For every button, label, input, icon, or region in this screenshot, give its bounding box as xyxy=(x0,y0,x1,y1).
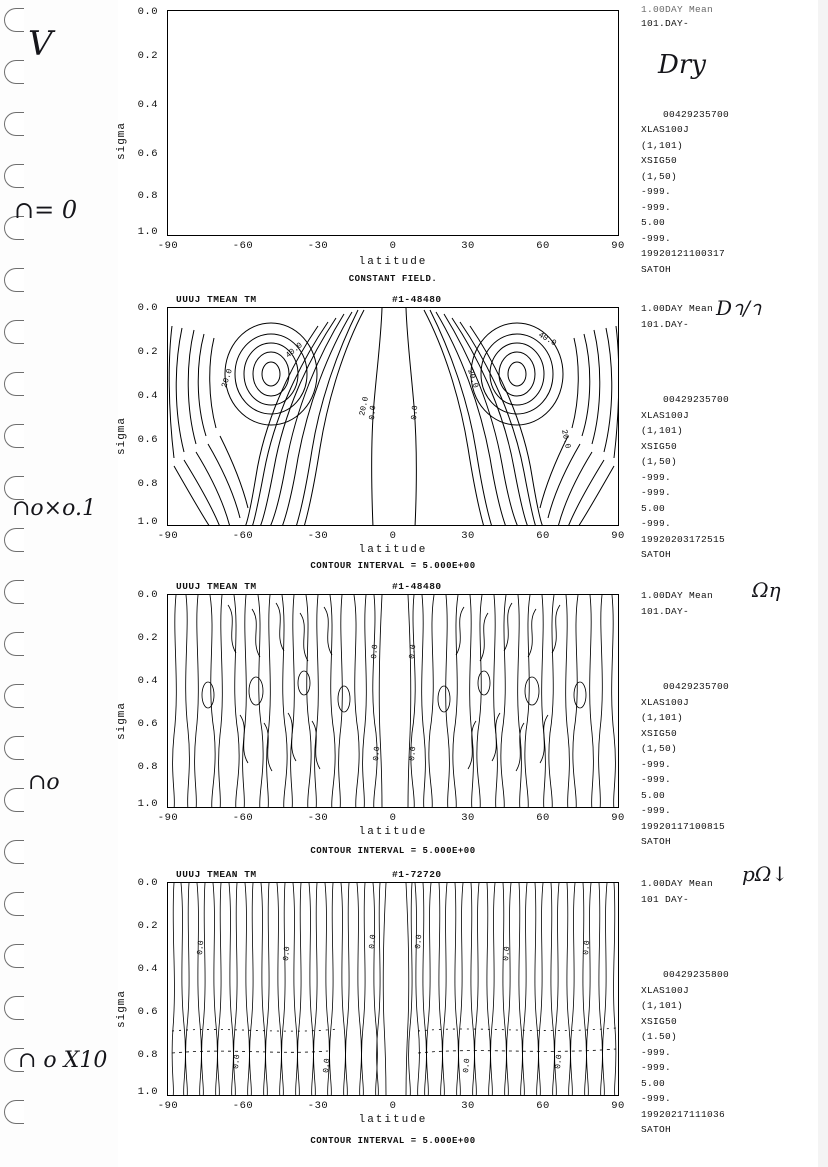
svg-text:0.0: 0.0 xyxy=(462,1058,473,1074)
handwriting-omega-x10: ∩ o X10 xyxy=(18,1048,108,1073)
panel-1-side-top-cut: 1.00DAY Mean xyxy=(641,4,714,15)
handwriting-panel2-note: Dา/า xyxy=(716,296,762,320)
panel-1-side-11: -999. xyxy=(641,201,672,213)
panel-4-ytick-3: 0.6 xyxy=(137,1006,158,1018)
panel-1-ytick-3: 0.6 xyxy=(137,148,158,160)
panel-4-ytick-2: 0.4 xyxy=(137,963,158,975)
svg-text:20.0: 20.0 xyxy=(465,368,480,390)
panel-2-side-5: 00429235700 xyxy=(663,394,730,405)
panel-2-side-7: (1,101) xyxy=(641,425,684,436)
panel-1-side-info xyxy=(641,16,729,277)
svg-text:20.0: 20.0 xyxy=(220,367,235,389)
page-right-margin xyxy=(818,0,828,1167)
panel-2-ytick-4: 0.8 xyxy=(137,478,158,490)
svg-text:0.0: 0.0 xyxy=(370,644,381,660)
panel-2-xtick-0: -90 xyxy=(157,530,179,542)
panel-4-xlabel: latitude xyxy=(358,1114,428,1126)
panel-1-xtick-3: 0 xyxy=(389,240,397,252)
panel-3-ytick-3: 0.6 xyxy=(137,718,158,730)
panel-1-side-14: 19920121100317 xyxy=(641,248,726,259)
svg-text:40.0: 40.0 xyxy=(284,341,305,361)
panel-3-plot-area[interactable] xyxy=(167,594,619,808)
panel-4-xtick-6: 90 xyxy=(611,1100,625,1112)
panel-4-ytick-5: 1.0 xyxy=(137,1086,158,1098)
panel-4-ytick-4: 0.8 xyxy=(137,1049,158,1061)
panel-4-side-0: 1.00DAY Mean xyxy=(641,878,714,889)
panel-4-header-right: #1-72720 xyxy=(392,869,442,880)
panel-4-ytick-0: 0.0 xyxy=(137,877,158,889)
panel-2-xtick-1: -60 xyxy=(232,530,254,542)
panel-3-ytick-1: 0.2 xyxy=(137,632,158,644)
panel-1-ytick-5: 1.0 xyxy=(137,226,158,238)
panel-1-side-13: -999. xyxy=(641,232,672,244)
panel-2-side-10: -999. xyxy=(641,471,672,483)
panel-2-side-info xyxy=(641,301,729,563)
panel-4-xtick-1: -60 xyxy=(232,1100,254,1112)
panel-1-xtick-0: -90 xyxy=(157,240,179,252)
panel-3-header-right: #1-48480 xyxy=(392,581,442,592)
panel-3-ytick-2: 0.4 xyxy=(137,675,158,687)
panel-2-xtick-5: 60 xyxy=(536,530,550,542)
panel-1-xtick-6: 90 xyxy=(611,240,625,252)
panel-1-side-7: (1,101) xyxy=(641,139,684,151)
panel-2-side-14: 19920203172515 xyxy=(641,533,726,545)
panel-1-xtick-2: -30 xyxy=(307,240,329,252)
panel-3-header-left: UUUJ TMEAN TM xyxy=(176,581,257,592)
handwriting-omega-x01: ∩o×o.1 xyxy=(12,496,96,521)
panel-3-side-5: 00429235700 xyxy=(663,681,730,692)
panel-1-xtick-4: 30 xyxy=(461,240,475,252)
panel-2-xtick-3: 0 xyxy=(389,530,397,542)
panel-3-ytick-5: 1.0 xyxy=(137,798,158,810)
panel-2-ytick-5: 1.0 xyxy=(137,516,158,528)
panel-3-side-15: SATOH xyxy=(641,836,672,847)
panel-1-side-9: (1,50) xyxy=(641,170,678,182)
panel-2-ytick-1: 0.2 xyxy=(137,346,158,358)
svg-text:0.0: 0.0 xyxy=(582,940,593,956)
svg-text:0.0: 0.0 xyxy=(322,1058,333,1074)
svg-text:0.0: 0.0 xyxy=(368,934,379,950)
svg-text:0.0: 0.0 xyxy=(408,644,419,660)
panel-4-footer: CONTOUR INTERVAL = 5.000E+00 xyxy=(310,1136,476,1146)
svg-text:0.0: 0.0 xyxy=(408,746,419,762)
panel-3-side-info xyxy=(641,588,729,850)
panel-2-side-13: -999. xyxy=(641,518,672,529)
handwriting-panel3-note: Ωη xyxy=(752,578,781,602)
panel-1-ytick-4: 0.8 xyxy=(137,190,158,202)
panel-1-side-5: 00429235700 xyxy=(663,108,730,120)
panel-2-side-8: XSIG50 xyxy=(641,440,678,452)
handwriting-omega-zero-eq: ∩= 0 xyxy=(14,196,78,224)
panel-3-side-6: XLAS100J xyxy=(641,696,690,708)
panel-1-contour-svg xyxy=(168,11,619,236)
panel-1-side-15: SATOH xyxy=(641,263,672,275)
panel-2-xtick-2: -30 xyxy=(307,530,329,542)
svg-text:40.0: 40.0 xyxy=(536,330,558,349)
panel-2-side-15: SATOH xyxy=(641,549,672,560)
panel-2-header-left: UUUJ TMEAN TM xyxy=(176,294,257,305)
panel-4-side-1: 101 DAY- xyxy=(641,893,690,905)
panel-2-ylabel: sigma xyxy=(116,416,128,455)
panel-1-ytick-1: 0.2 xyxy=(137,50,158,62)
panel-2-plot-area[interactable] xyxy=(167,307,619,526)
panel-2-ytick-3: 0.6 xyxy=(137,434,158,446)
panel-1-plot-area[interactable] xyxy=(167,10,619,236)
panel-1-side-12: 5.00 xyxy=(641,217,666,228)
panel-3-xtick-4: 30 xyxy=(461,812,475,824)
panel-3-footer: CONTOUR INTERVAL = 5.000E+00 xyxy=(310,846,476,856)
panel-4-side-12: 5.00 xyxy=(641,1077,666,1089)
svg-text:0.0: 0.0 xyxy=(410,405,421,421)
panel-1-ytick-0: 0.0 xyxy=(137,6,158,18)
panel-2-header-right: #1-48480 xyxy=(392,294,442,305)
panel-1-side-1: 101.DAY- xyxy=(641,18,690,29)
panel-4-header-left: UUUJ TMEAN TM xyxy=(176,869,257,880)
panel-3-side-7: (1,101) xyxy=(641,712,684,723)
svg-text:0.0: 0.0 xyxy=(196,940,207,956)
panel-3-xtick-2: -30 xyxy=(307,812,329,824)
panel-3-side-8: XSIG50 xyxy=(641,727,678,739)
panel-3-side-0: 1.00DAY Mean xyxy=(641,590,714,601)
panel-4-side-11: -999. xyxy=(641,1062,672,1073)
panel-4-ylabel: sigma xyxy=(116,989,128,1028)
panel-3-xtick-0: -90 xyxy=(157,812,179,824)
svg-text:20.0: 20.0 xyxy=(358,395,371,417)
panel-3-side-13: -999. xyxy=(641,805,672,816)
panel-2-ytick-2: 0.4 xyxy=(137,390,158,402)
binder-holes xyxy=(0,0,40,1167)
handwriting-panel4-note: pΩ↓ xyxy=(742,862,789,886)
panel-3-xtick-3: 0 xyxy=(389,812,397,824)
panel-2-side-9: (1,50) xyxy=(641,456,678,467)
handwriting-omega-o: ∩o xyxy=(28,770,60,795)
panel-3-side-12: 5.00 xyxy=(641,789,666,801)
handwriting-v: V xyxy=(28,24,53,64)
panel-1-xtick-1: -60 xyxy=(232,240,254,252)
panel-4-side-8: XSIG50 xyxy=(641,1015,678,1027)
panel-3-ytick-0: 0.0 xyxy=(137,589,158,601)
panel-4-xtick-5: 60 xyxy=(536,1100,550,1112)
panel-3-side-1: 101.DAY- xyxy=(641,605,690,617)
panel-3-ytick-4: 0.8 xyxy=(137,761,158,773)
panel-4-side-5: 00429235800 xyxy=(663,969,730,980)
panel-1-xlabel: latitude xyxy=(358,256,428,268)
panel-4-xtick-3: 0 xyxy=(389,1100,397,1112)
svg-text:0.0: 0.0 xyxy=(368,405,379,421)
panel-2-ytick-0: 0.0 xyxy=(137,302,158,314)
svg-text:0.0: 0.0 xyxy=(554,1054,565,1070)
panel-4-ytick-1: 0.2 xyxy=(137,920,158,932)
panel-4-side-6: XLAS100J xyxy=(641,984,690,996)
panel-4-plot-area[interactable] xyxy=(167,882,619,1096)
panel-3-side-10: -999. xyxy=(641,758,672,770)
svg-text:0.0: 0.0 xyxy=(414,934,425,950)
panel-2-xtick-6: 90 xyxy=(611,530,625,542)
panel-4-side-info xyxy=(641,876,729,1138)
panel-2-xtick-4: 30 xyxy=(461,530,475,542)
handwriting-dry: Dry xyxy=(658,50,706,80)
panel-4-side-10: -999. xyxy=(641,1046,672,1058)
panel-2-xlabel: latitude xyxy=(358,544,428,556)
panel-3-xlabel: latitude xyxy=(358,826,428,838)
svg-text:0.0: 0.0 xyxy=(502,946,513,962)
svg-text:20.0: 20.0 xyxy=(559,428,572,450)
panel-4-side-15: SATOH xyxy=(641,1124,672,1135)
panel-4-side-9: (1.50) xyxy=(641,1031,678,1042)
panel-3-ylabel: sigma xyxy=(116,701,128,740)
panel-4-side-13: -999. xyxy=(641,1093,672,1104)
svg-text:0.0: 0.0 xyxy=(372,746,383,762)
panel-1-footer: CONSTANT FIELD. xyxy=(348,274,438,284)
panel-3-xtick-1: -60 xyxy=(232,812,254,824)
panel-3-xtick-6: 90 xyxy=(611,812,625,824)
panel-1-side-10: -999. xyxy=(641,186,672,197)
panel-4-xtick-0: -90 xyxy=(157,1100,179,1112)
panel-4-xtick-4: 30 xyxy=(461,1100,475,1112)
svg-text:0.0: 0.0 xyxy=(282,946,293,962)
panel-1-side-8: XSIG50 xyxy=(641,155,678,166)
panel-2-side-1: 101.DAY- xyxy=(641,318,690,330)
panel-4-xtick-2: -30 xyxy=(307,1100,329,1112)
panel-3-xtick-5: 60 xyxy=(536,812,550,824)
panel-3-side-14: 19920117100815 xyxy=(641,820,726,832)
panel-4-side-14: 19920217111036 xyxy=(641,1108,726,1120)
panel-4-contour-svg xyxy=(168,883,619,1096)
panel-2-side-0: 1.00DAY Mean xyxy=(641,303,714,314)
panel-2-contour-svg xyxy=(168,308,619,526)
panel-4-side-7: (1,101) xyxy=(641,1000,684,1011)
panel-3-side-9: (1,50) xyxy=(641,743,678,754)
panel-1-xtick-5: 60 xyxy=(536,240,550,252)
panel-2-side-6: XLAS100J xyxy=(641,409,690,421)
panel-1-side-6: XLAS100J xyxy=(641,124,690,135)
svg-text:0.0: 0.0 xyxy=(232,1054,243,1070)
panel-2-footer: CONTOUR INTERVAL = 5.000E+00 xyxy=(310,561,476,571)
panel-1-ytick-2: 0.4 xyxy=(137,99,158,111)
panel-2-side-11: -999. xyxy=(641,487,672,498)
panel-1-ylabel: sigma xyxy=(116,121,128,160)
panel-3-side-11: -999. xyxy=(641,774,672,785)
panel-2-side-12: 5.00 xyxy=(641,502,666,514)
panel-3-contour-svg xyxy=(168,595,619,808)
